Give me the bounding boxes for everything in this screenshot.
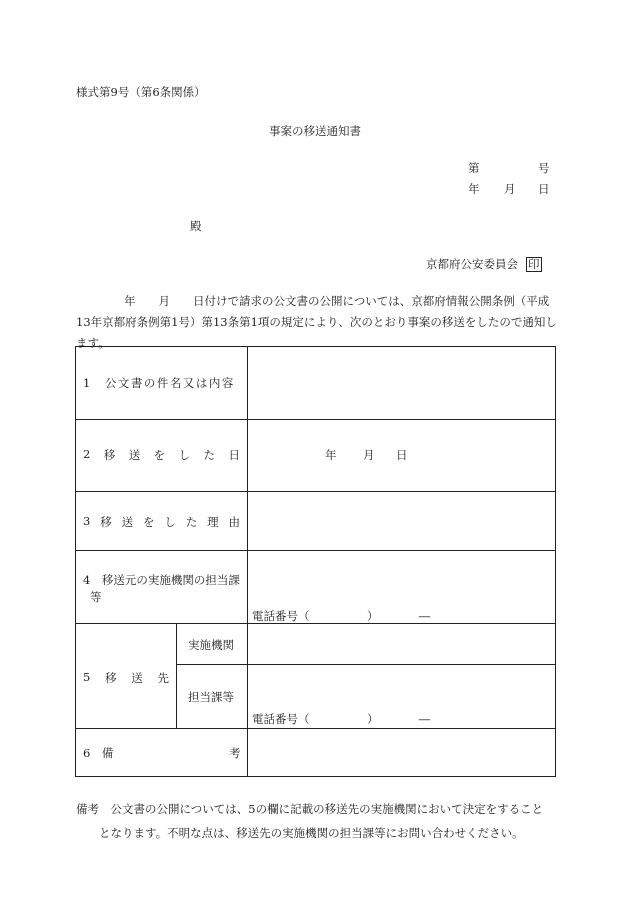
- date-month: 月: [504, 182, 516, 196]
- remarks-note: [76, 797, 543, 845]
- row3-label: 3 移 送 を し た 理 由: [83, 514, 240, 529]
- row6-label-right: 考: [229, 746, 241, 760]
- seal-mark: 印: [528, 257, 540, 271]
- note-line-1: 備考 公文書の公開については、5の欄に記載の移送先の実施機関において決定をすること: [76, 802, 544, 816]
- row6-label-left: 6 備: [83, 746, 114, 760]
- row4-label-line2: 等: [90, 590, 102, 604]
- doc-number-dai: 第: [468, 161, 480, 175]
- body-line-3: ます。: [76, 336, 110, 350]
- addressee-suffix: 殿: [190, 219, 202, 233]
- row2-label: 2 移 送 を し た 日: [83, 447, 240, 462]
- document-title: 事案の移送通知書: [269, 124, 361, 138]
- doc-number-go: 号: [538, 161, 550, 175]
- date-day: 日: [538, 182, 550, 196]
- note-line-2: となります。不明な点は、移送先の実施機関の担当課等にお問い合わせください。: [99, 826, 524, 840]
- issuer-name: 京都府公安委員会: [426, 257, 518, 271]
- row5-phone: 電話番号（ ） ―: [252, 712, 431, 726]
- row2-year: 年: [325, 448, 337, 462]
- row4-phone: 電話番号（ ） ―: [252, 609, 431, 623]
- row2-month: 月: [363, 448, 375, 462]
- body-line-2: 13年京都府条例第1号）第13条第1項の規定により、次のとおり事案の移送をしたので通知し: [76, 315, 557, 329]
- body-line-1: 年 月 日付けで請求の公文書の公開については、京都府情報公開条例（平成: [124, 294, 550, 308]
- date-year: 年: [468, 182, 480, 196]
- row1-label: 1 公文書の件名又は内容: [83, 376, 235, 390]
- row2-day: 日: [396, 448, 408, 462]
- body-paragraph: [76, 291, 556, 354]
- row5-sub-section: 担当課等: [188, 690, 234, 704]
- issuer: [426, 256, 542, 272]
- form-table: [75, 346, 556, 777]
- row5-sub-agency: 実施機関: [188, 638, 234, 652]
- form-number: 様式第9号（第6条関係）: [76, 85, 206, 99]
- row5-label: 5 移 送 先: [83, 670, 169, 685]
- row4-label-line1: 4 移送元の実施機関の担当課: [83, 573, 240, 587]
